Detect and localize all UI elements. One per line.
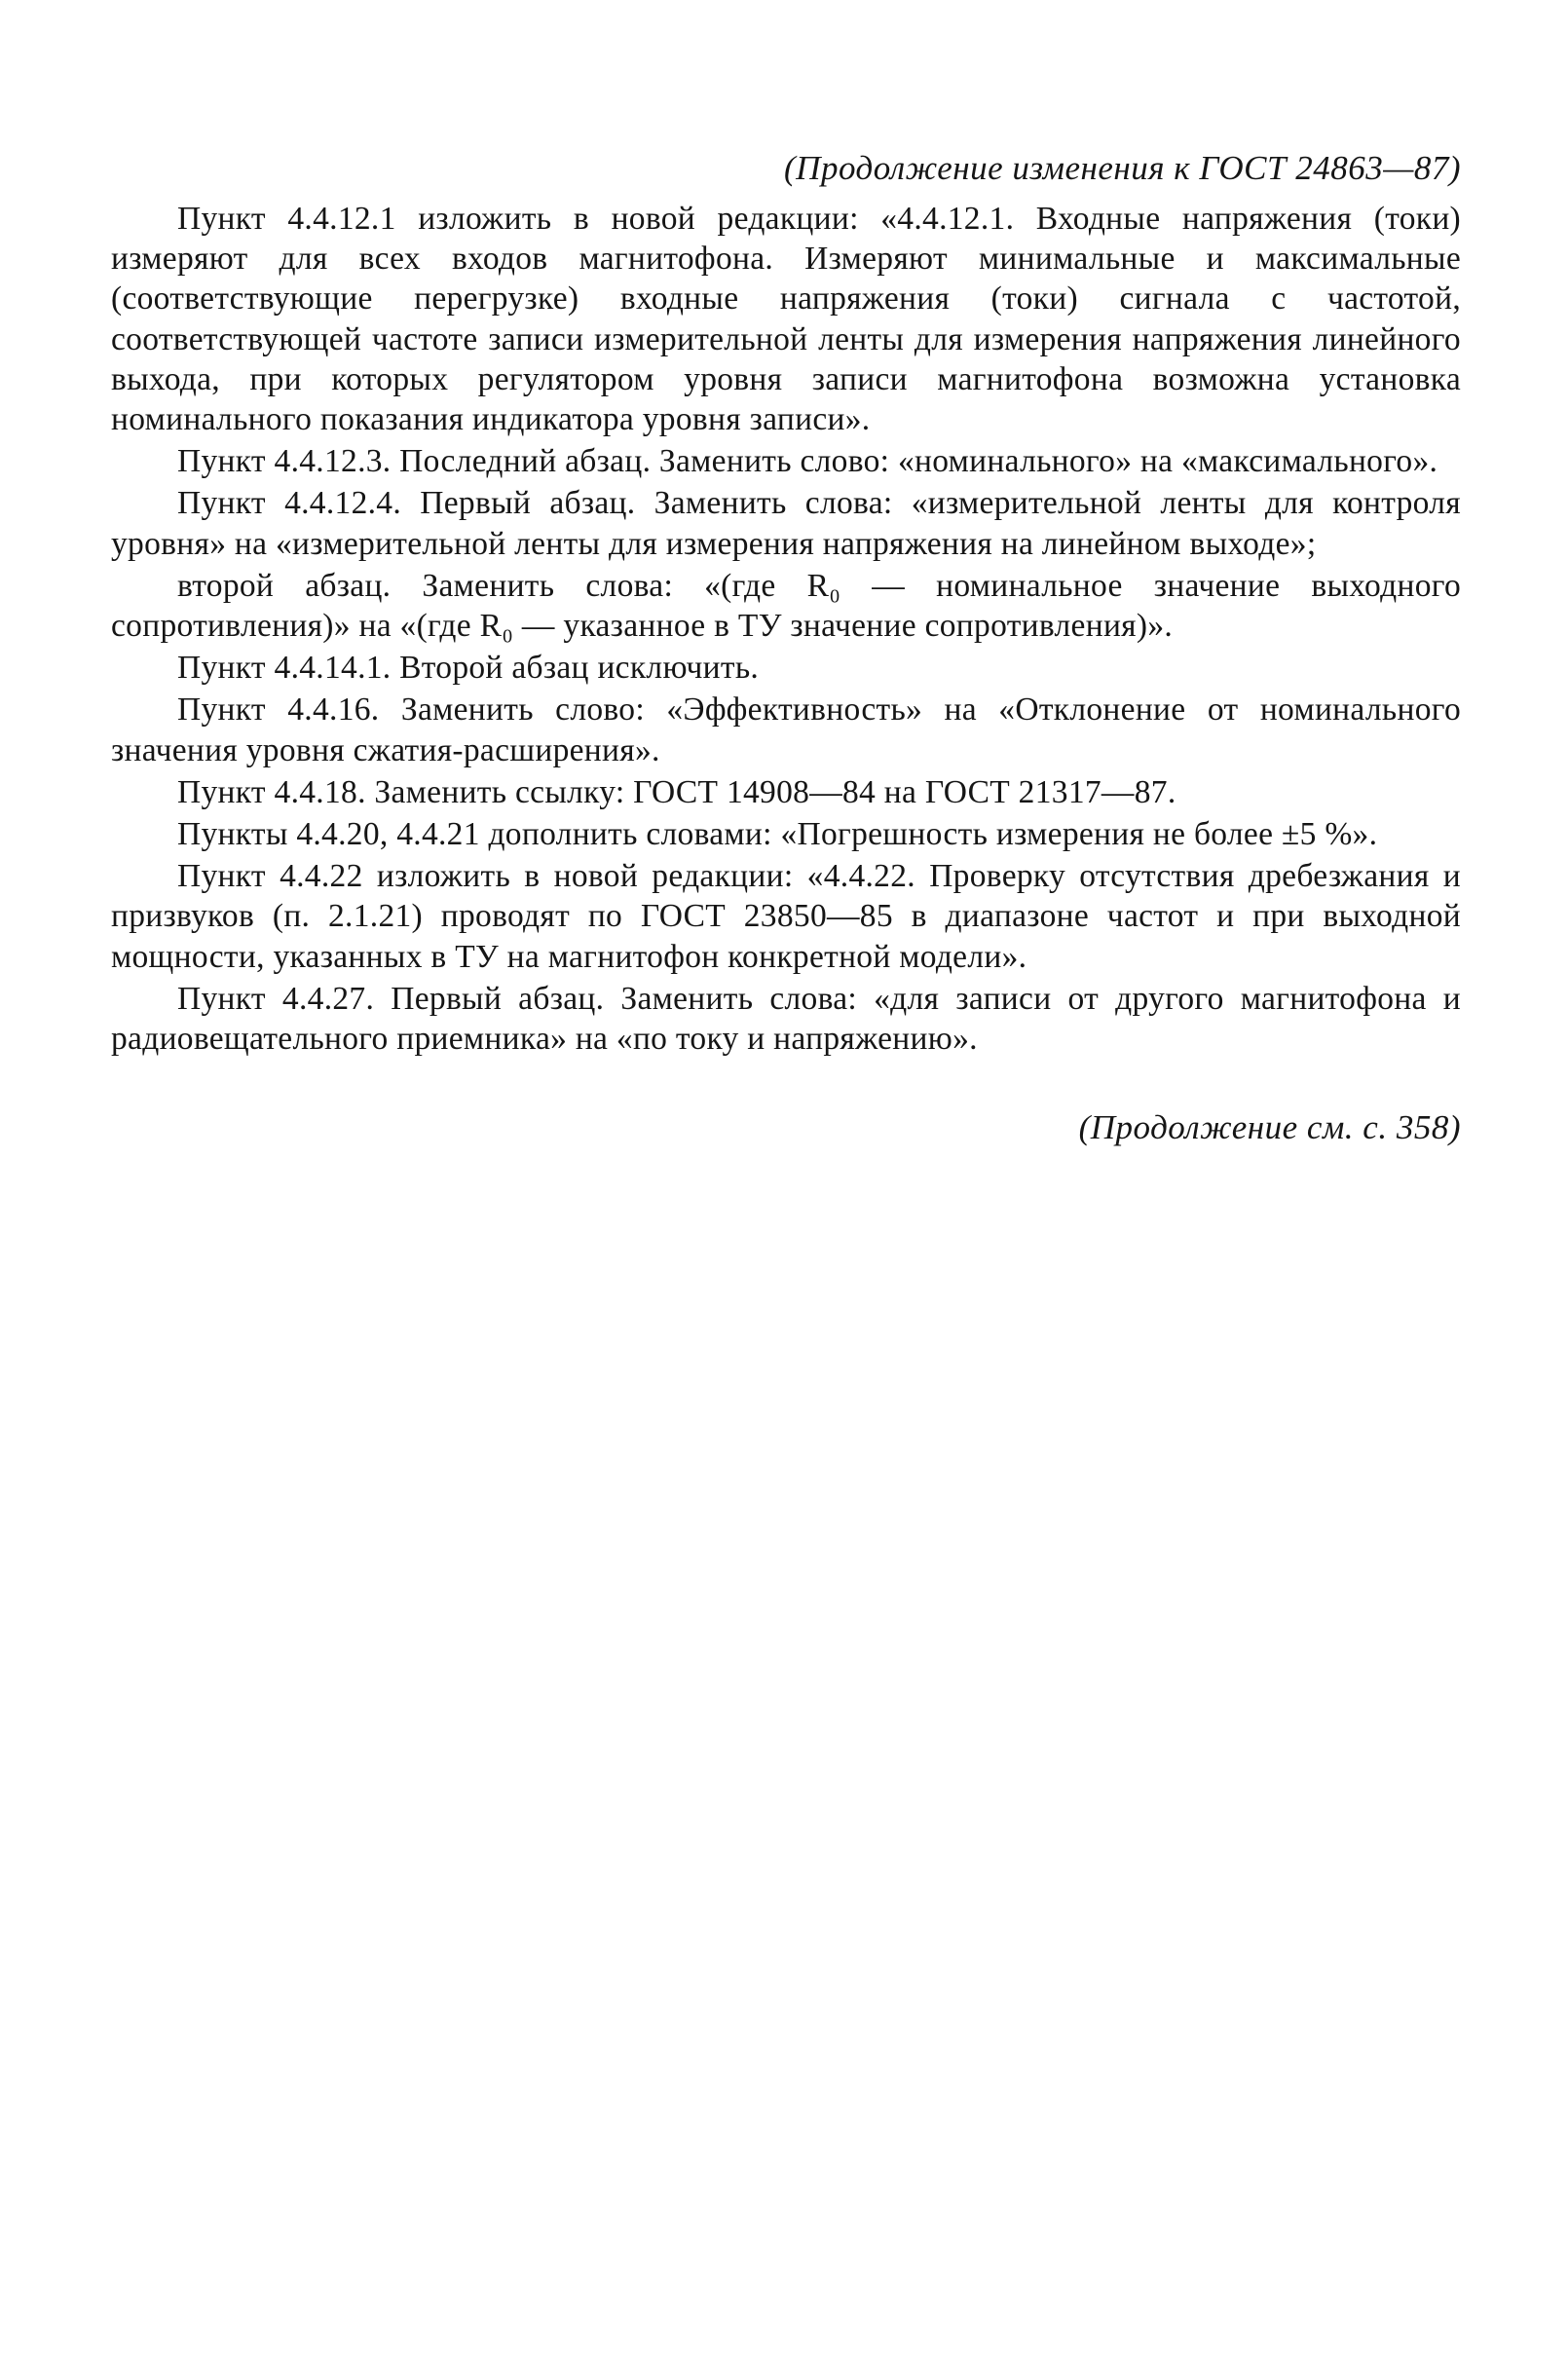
paragraph-4-4-12-4: Пункт 4.4.12.4. Первый абзац. Заменить слова: «измерительной ленты для контроля уровня» на «измерительной ленты для измерения напряжения на линейном выходе»; bbox=[111, 485, 1461, 562]
paragraph-4-4-20-21: Пункты 4.4.20, 4.4.21 дополнить словами: «Погрешность измерения не более ±5 %». bbox=[177, 816, 1378, 853]
paragraph-4-4-27: Пункт 4.4.27. Первый абзац. Заменить слова: «для записи от другого магнитофона и радиовещательного приемника» на «по току и напряжению». bbox=[111, 980, 1461, 1058]
page-footer: (Продолжение см. с. 358) bbox=[1078, 1108, 1461, 1147]
paragraph-4-4-18: Пункт 4.4.18. Заменить ссылку: ГОСТ 14908—84 на ГОСТ 21317—87. bbox=[177, 773, 1176, 810]
paragraph-second-abzac: второй абзац. Заменить слова: «(где R₀ — номинальное значение выходного сопротивления)» на «(где R₀ — указанное в ТУ значение сопротивления)». bbox=[111, 567, 1461, 645]
paragraph-4-4-16: Пункт 4.4.16. Заменить слово: «Эффективность» на «Отклонение от номинального значения уровня сжатия-расширения». bbox=[111, 691, 1461, 768]
document-page bbox=[111, 148, 1461, 1148]
paragraph-4-4-14-1: Пункт 4.4.14.1. Второй абзац исключить. bbox=[177, 650, 760, 687]
document-body bbox=[111, 199, 1461, 1059]
paragraph-4-4-12-1: Пункт 4.4.12.1 изложить в новой редакции: «4.4.12.1. Входные напряжения (токи) измеряют для всех входов магнитофона. Измеряют минимальные и максимальные (соответствующие перегрузке) входные напряжения (токи) сигнала с частотой, соответствующей частоте записи измерительной ленты для измерения напряжения линейного выхода, при которых регулятором уровня записи магнитофона возможна установка номинального показания индикатора уровня записи». bbox=[111, 201, 1461, 438]
paragraph-4-4-22: Пункт 4.4.22 изложить в новой редакции: «4.4.22. Проверку отсутствия дребезжания и призвуков (п. 2.1.21) проводят по ГОСТ 23850—85 в диапазоне частот и при выходной мощности, указанных в ТУ на магнитофон конкретной модели». bbox=[111, 858, 1461, 975]
paragraph-4-4-12-3: Пункт 4.4.12.3. Последний абзац. Заменить слово: «номинального» на «максимального». bbox=[177, 443, 1438, 480]
page-header: (Продолжение изменения к ГОСТ 24863—87) bbox=[784, 149, 1461, 187]
